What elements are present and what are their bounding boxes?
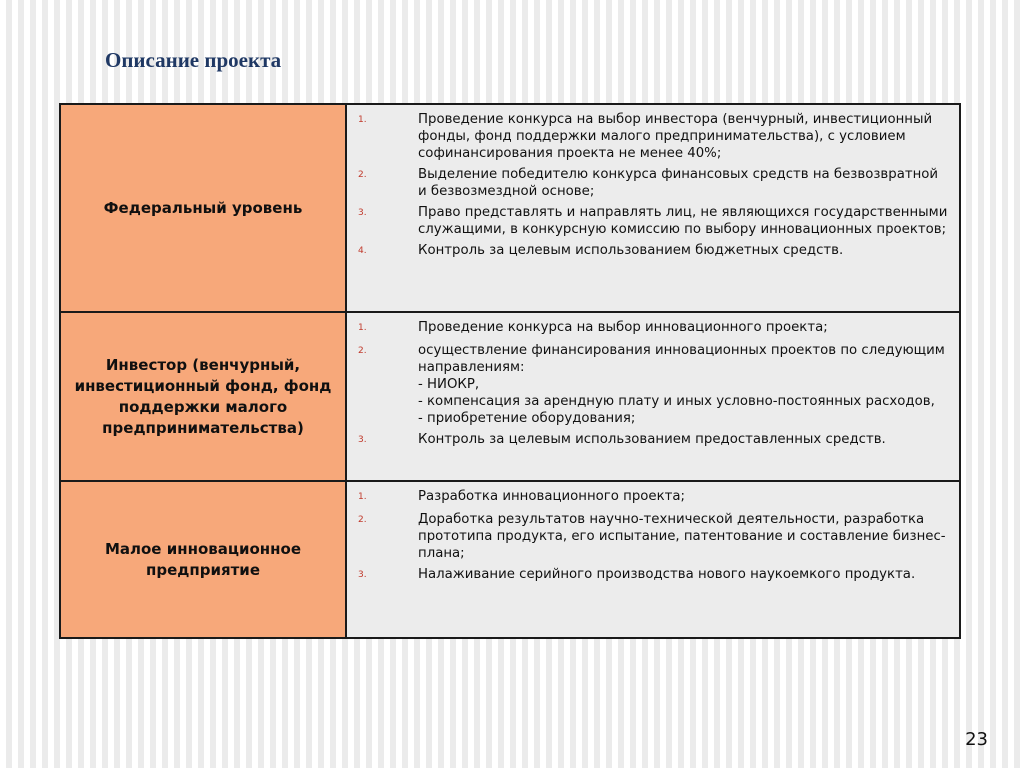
investor-item-list	[357, 318, 949, 450]
list-item-text: Проведение конкурса на выбор инвестора (венчурный, инвестиционный фонды, фонд поддержки малого предпринимательства), с условием софинансирования проекта не менее 40%;	[418, 112, 933, 161]
row-label-federal: Федеральный уровень	[60, 104, 346, 312]
row-label-small-enterprise: Малое инновационное предприятие	[60, 481, 346, 638]
list-item-number: 1.	[358, 492, 367, 502]
list-item	[357, 510, 949, 562]
list-item	[357, 203, 949, 238]
list-item-text: Выделение победителю конкурса финансовых средств на безвозвратной и безвозмездной основе;	[418, 167, 939, 199]
row-content-small-enterprise	[346, 481, 960, 638]
list-item-text: Право представлять и направлять лиц, не являющихся государственными служащими, в конкурсную комиссию по выбору инновационных проектов;	[418, 205, 948, 237]
list-item	[357, 241, 949, 261]
table-row-small-enterprise	[60, 481, 960, 638]
list-item-text: Проведение конкурса на выбор инновационного проекта;	[418, 320, 828, 335]
list-item-text: Контроль за целевым использованием предоставленных средств.	[418, 432, 886, 447]
list-item	[357, 565, 949, 585]
list-item	[357, 110, 949, 162]
list-item-number: 1.	[358, 323, 367, 333]
list-item-number: 2.	[358, 515, 367, 525]
page-number: 23	[965, 729, 988, 750]
list-item-number: 3.	[358, 570, 367, 580]
small-enterprise-item-list	[357, 487, 949, 585]
federal-item-list	[357, 110, 949, 261]
list-item-number: 3.	[358, 435, 367, 445]
row-content-investor	[346, 312, 960, 481]
table-row-investor	[60, 312, 960, 481]
list-item	[357, 165, 949, 200]
list-item-text: Контроль за целевым использованием бюджетных средств.	[418, 243, 844, 258]
row-label-investor: Инвестор (венчурный, инвестиционный фонд, фонд поддержки малого предпринимательства)	[60, 312, 346, 481]
list-item-number: 2.	[358, 170, 367, 180]
list-item	[357, 341, 949, 427]
list-item	[357, 318, 949, 338]
list-item-text: осуществление финансирования инновационных проектов по следующим направлениям: - НИОКР, - компенсация за арендную плату и иных условно-постоянных расходов, - приобретение оборудования;	[418, 343, 945, 426]
list-item-text: Налаживание серийного производства нового наукоемкого продукта.	[418, 567, 916, 582]
list-item-number: 1.	[358, 115, 367, 125]
list-item-number: 4.	[358, 246, 367, 256]
project-table	[59, 103, 961, 639]
row-content-federal	[346, 104, 960, 312]
list-item-text: Разработка инновационного проекта;	[418, 489, 686, 504]
list-item-number: 2.	[358, 346, 367, 356]
list-item-text: Доработка результатов научно-технической деятельности, разработка прототипа продукта, его испытание, патентование и составление бизнес-плана;	[418, 512, 946, 561]
slide-title: Описание проекта	[105, 48, 282, 72]
list-item-number: 3.	[358, 208, 367, 218]
table-row-federal	[60, 104, 960, 312]
list-item	[357, 430, 949, 450]
list-item	[357, 487, 949, 507]
